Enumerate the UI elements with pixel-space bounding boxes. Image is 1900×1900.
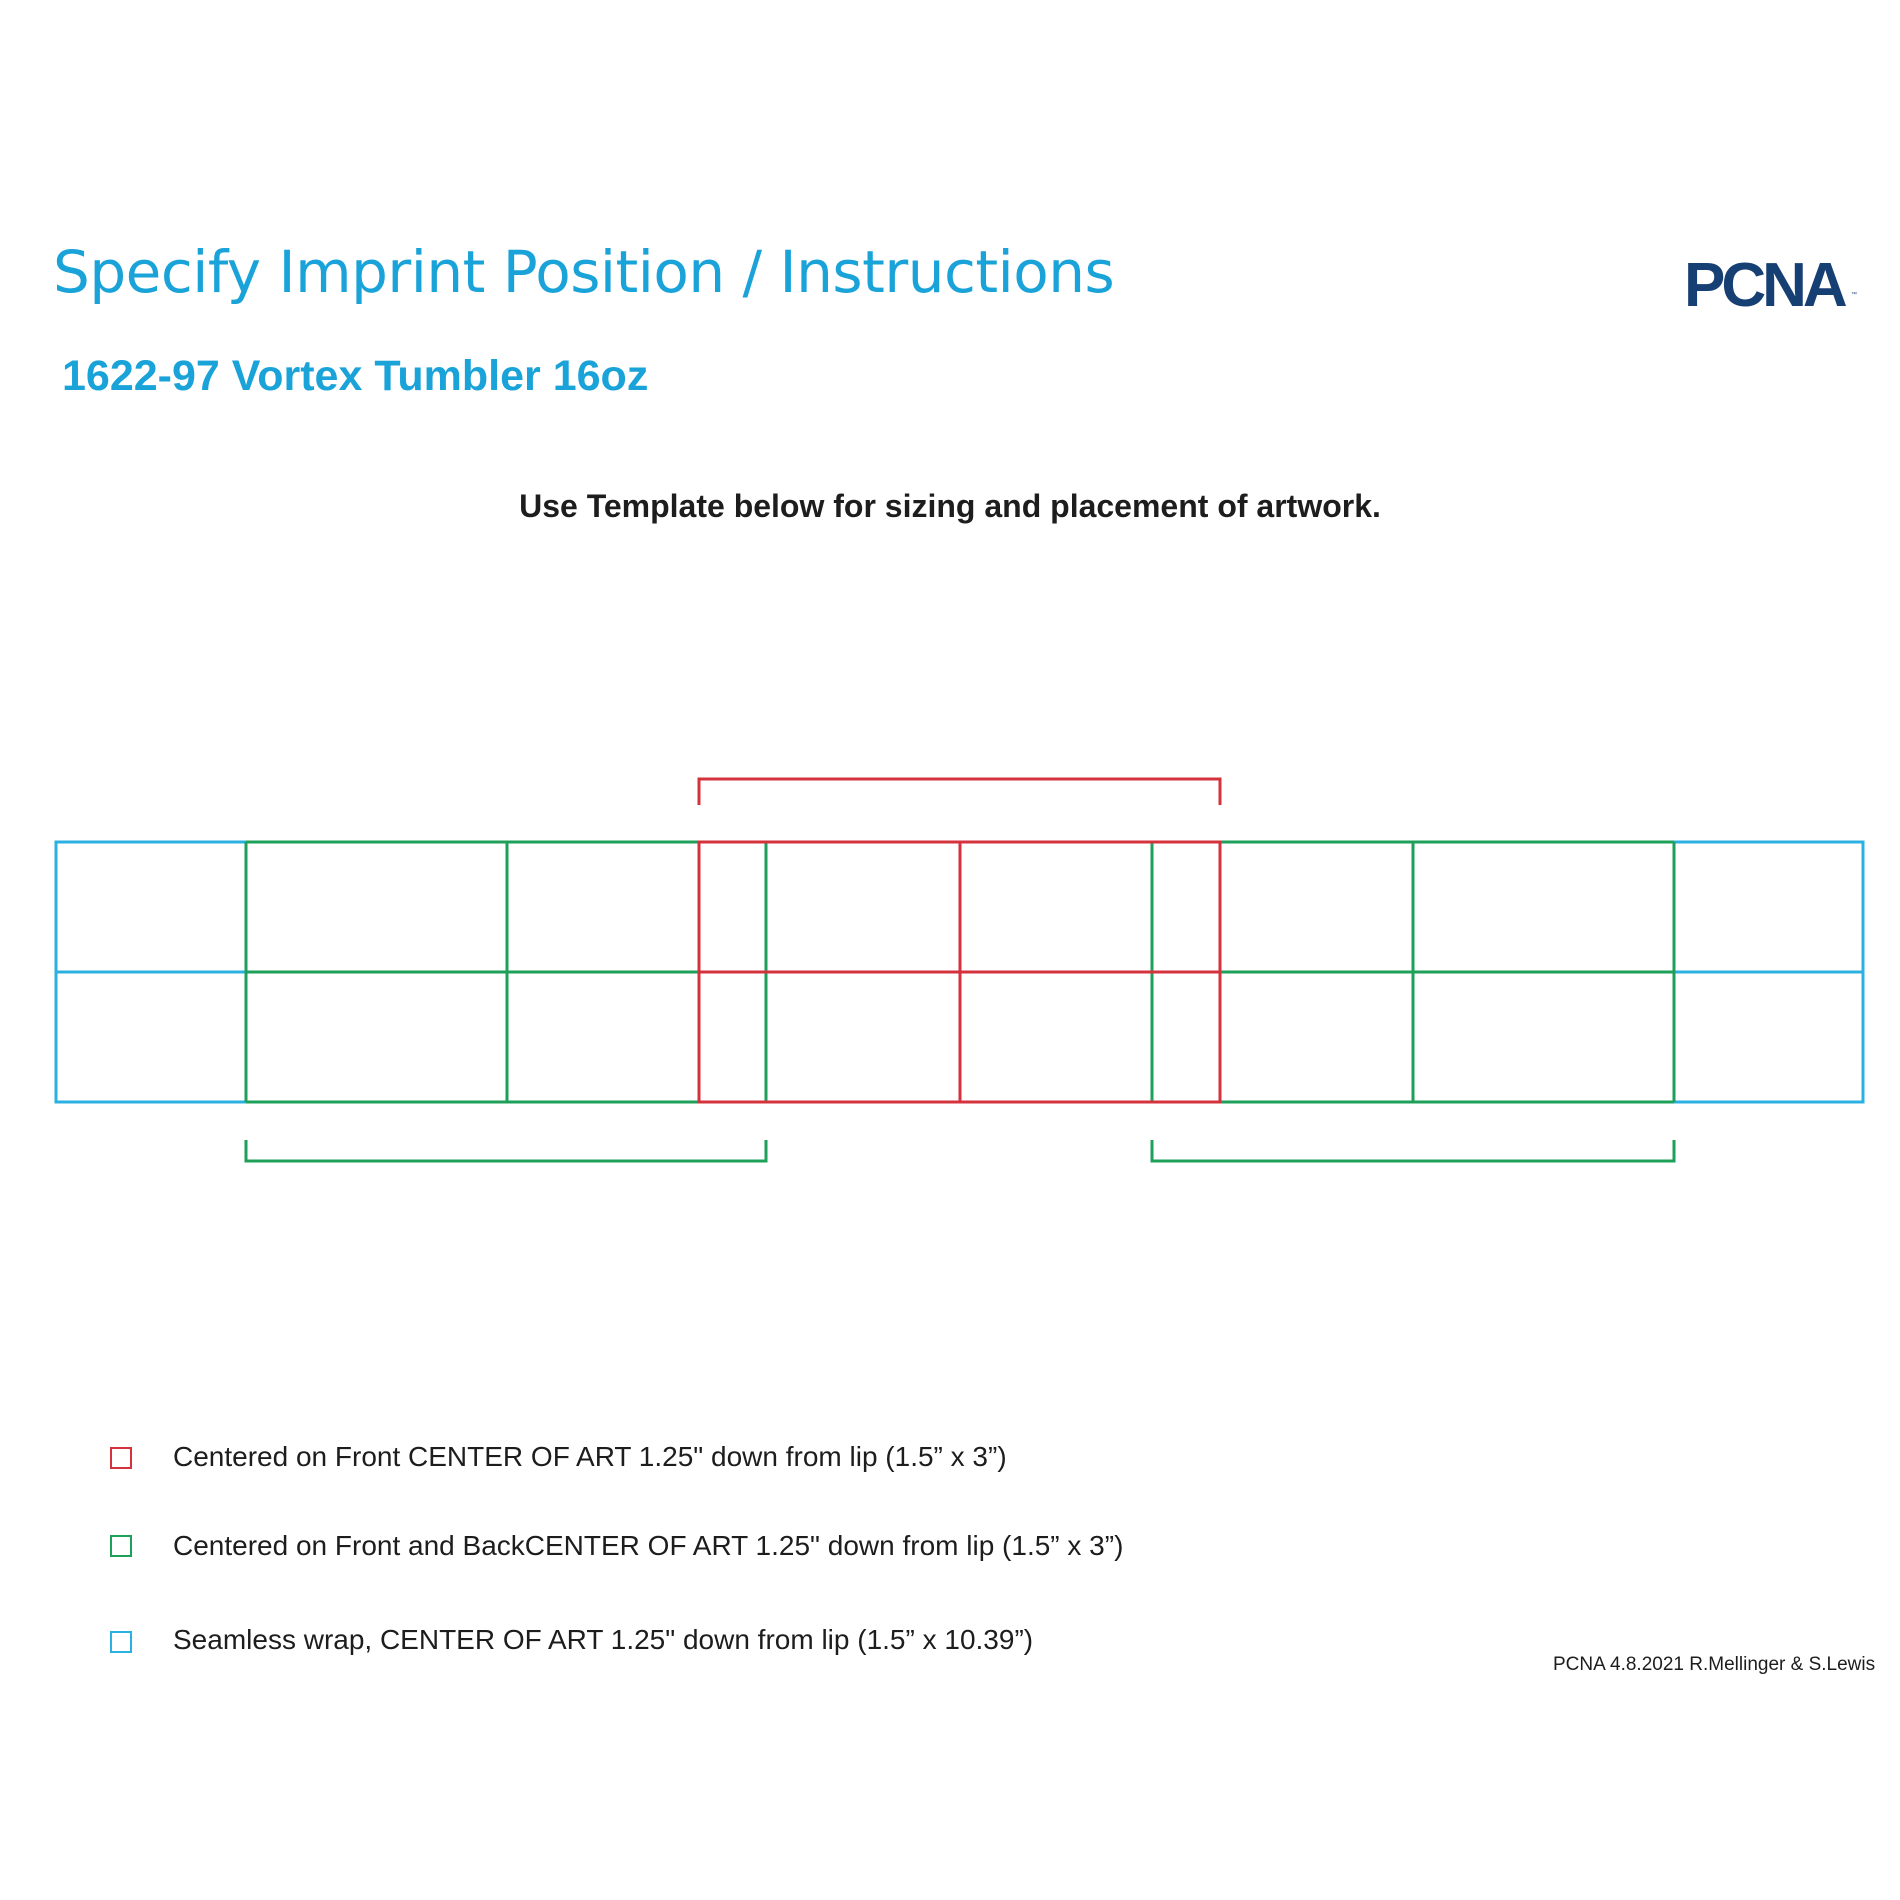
- footer-credit: PCNA 4.8.2021 R.Mellinger & S.Lewis: [1553, 1654, 1876, 1675]
- green-bracket-right: [1152, 1140, 1674, 1161]
- legend-blue-swatch: [110, 1631, 132, 1653]
- green-bracket-left: [246, 1140, 766, 1161]
- legend-blue-text: Seamless wrap, CENTER OF ART 1.25" down from lip (1.5” x 10.39”): [173, 1624, 1034, 1655]
- legend-red-text: Centered on Front CENTER OF ART 1.25" down from lip (1.5” x 3”): [173, 1441, 1007, 1472]
- legend-green-text: Centered on Front and BackCENTER OF ART 1.25" down from lip (1.5” x 3”): [173, 1530, 1124, 1561]
- legend-green-swatch: [110, 1535, 132, 1557]
- legend-red-swatch: [110, 1447, 132, 1469]
- trademark-mark: ™: [1851, 292, 1857, 298]
- page-title: Specify Imprint Position / Instructions: [53, 238, 1115, 306]
- pcna-logo: PCNA: [1684, 251, 1844, 320]
- front-center-imprint-area: [699, 779, 1220, 1102]
- red-bracket-top: [699, 779, 1220, 805]
- template-instruction: Use Template below for sizing and placement of artwork.: [519, 488, 1381, 524]
- product-name: 1622-97 Vortex Tumbler 16oz: [62, 352, 649, 400]
